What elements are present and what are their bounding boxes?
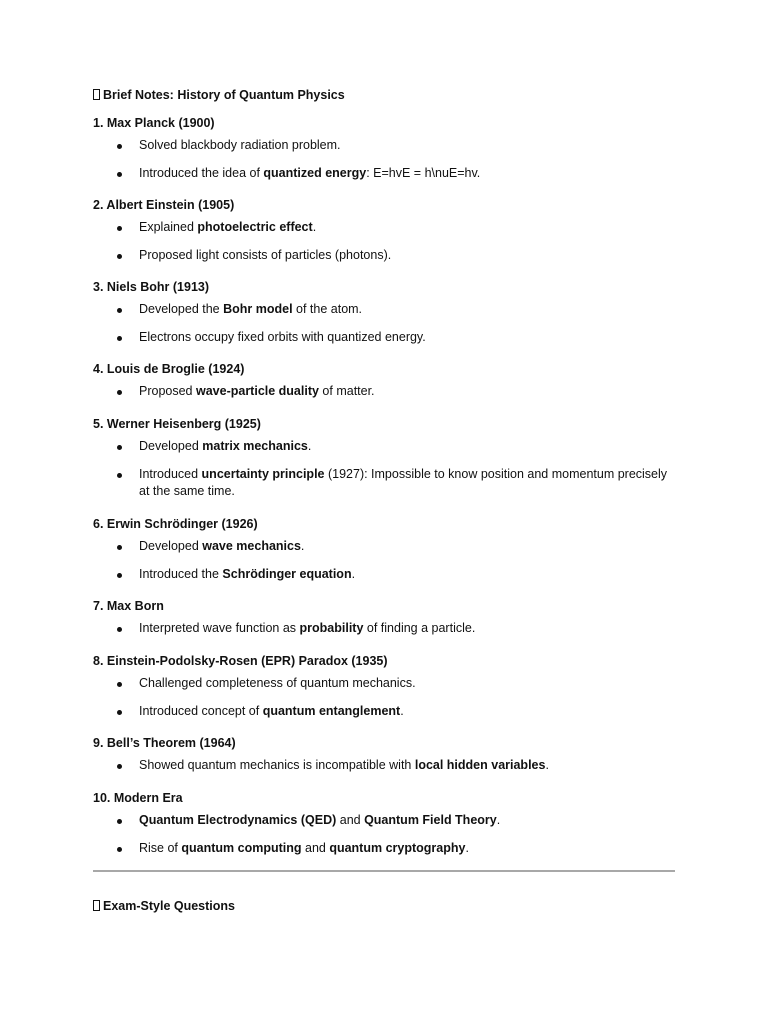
- text-run: of matter.: [318, 384, 375, 398]
- bullet-icon: [117, 144, 122, 149]
- section-7: [93, 597, 675, 635]
- section-4: [93, 360, 675, 398]
- bullet-icon: [117, 473, 122, 478]
- text-run: Rise of: [139, 840, 182, 855]
- list-item: [93, 466, 675, 501]
- bold-text: Quantum Electrodynamics (QED): [139, 813, 337, 827]
- list-item: [93, 165, 675, 183]
- text-run: Developed: [139, 539, 203, 553]
- list-item: [93, 812, 675, 830]
- list-item: [93, 675, 675, 693]
- text-run: .: [312, 220, 317, 234]
- section-8: [93, 652, 675, 718]
- bold-text: Bohr model: [223, 302, 293, 316]
- bullet-icon: [117, 172, 122, 177]
- text-run: .: [400, 703, 404, 718]
- section-title: 6. Erwin Schrödinger (1926): [93, 517, 258, 531]
- bold-text: photoelectric effect: [197, 220, 313, 234]
- list-item: [93, 538, 675, 556]
- text-run: Developed: [139, 439, 203, 453]
- bold-text: quantum computing: [181, 840, 302, 855]
- list-item: [93, 757, 675, 775]
- section-title: 7. Max Born: [93, 599, 164, 613]
- text-run: and: [336, 813, 365, 827]
- bold-text: quantized energy: [263, 165, 367, 180]
- text-run: .: [307, 439, 312, 453]
- list-item: [93, 620, 675, 638]
- exam-heading-text: Exam-Style Questions: [103, 899, 235, 913]
- bold-text: quantum cryptography: [329, 840, 466, 855]
- bullet-icon: [117, 764, 122, 769]
- bullet-icon: [117, 308, 122, 313]
- text-run: of the atom.: [292, 302, 363, 316]
- bold-text: matrix mechanics: [202, 439, 308, 453]
- text-run: Introduced the idea of: [139, 165, 264, 180]
- text-run: Developed the: [139, 302, 224, 316]
- bullet-icon: [117, 710, 122, 715]
- bullet-icon: [117, 226, 122, 231]
- bold-text: local hidden variables: [414, 758, 546, 772]
- text-run: of finding a particle.: [363, 621, 476, 635]
- text-run: Proposed: [139, 384, 196, 398]
- section-title: 10. Modern Era: [93, 791, 183, 805]
- list-item: [93, 247, 675, 265]
- text-run: Proposed light consists of particles (photons).: [139, 247, 392, 262]
- section-5: [93, 415, 675, 498]
- text-run: (1927): Impossible to know position and momentum precisely at the same time.: [139, 466, 668, 498]
- bullet-icon: [117, 445, 122, 450]
- section-6: [93, 515, 675, 581]
- bold-text: Quantum Field Theory: [364, 813, 497, 827]
- list-item: [93, 219, 675, 237]
- placeholder-box-icon: [93, 89, 100, 100]
- bullet-icon: [117, 336, 122, 341]
- section-9: [93, 734, 675, 772]
- placeholder-box-icon: [93, 900, 100, 911]
- notes-heading: [93, 86, 345, 105]
- section-3: [93, 278, 675, 344]
- bullet-icon: [117, 627, 122, 632]
- bold-text: quantum entanglement: [262, 703, 401, 718]
- section-10: [93, 789, 675, 855]
- horizontal-divider: [93, 870, 675, 872]
- section-title: 2. Albert Einstein (1905): [93, 198, 235, 212]
- list-item: [93, 703, 675, 721]
- text-run: Introduced the: [139, 566, 223, 581]
- list-item: [93, 566, 675, 584]
- bullet-icon: [117, 545, 122, 550]
- section-title: 5. Werner Heisenberg (1925): [93, 417, 261, 431]
- text-run: Introduced concept of: [139, 703, 263, 718]
- section-title: 9. Bell’s Theorem (1964): [93, 736, 236, 750]
- bullet-icon: [117, 847, 122, 852]
- bullet-icon: [117, 254, 122, 259]
- text-run: Solved blackbody radiation problem.: [139, 138, 341, 152]
- bold-text: wave-particle duality: [195, 384, 319, 398]
- bullet-icon: [117, 390, 122, 395]
- text-run: and: [301, 840, 330, 855]
- section-2: [93, 196, 675, 262]
- text-run: .: [300, 539, 305, 553]
- bullet-icon: [117, 682, 122, 687]
- section-1: [93, 114, 675, 180]
- list-item: [93, 137, 675, 155]
- section-title: 4. Louis de Broglie (1924): [93, 362, 245, 376]
- text-run: .: [465, 840, 469, 855]
- bullet-icon: [117, 819, 122, 824]
- text-run: Challenged completeness of quantum mechanics.: [139, 676, 416, 690]
- bold-text: probability: [299, 621, 364, 635]
- bold-text: wave mechanics: [202, 539, 301, 553]
- text-run: Showed quantum mechanics is incompatible with: [139, 758, 415, 772]
- text-run: .: [351, 566, 356, 581]
- text-run: Explained: [139, 220, 198, 234]
- text-run: Interpreted wave function as: [139, 621, 300, 635]
- list-item: [93, 383, 675, 401]
- text-run: .: [496, 813, 501, 827]
- text-run: : E=hvE = h\nuE=hv.: [366, 165, 481, 180]
- exam-heading: [93, 897, 235, 916]
- list-item: [93, 438, 675, 456]
- section-title: 1. Max Planck (1900): [93, 116, 215, 130]
- text-run: Electrons occupy fixed orbits with quantized energy.: [139, 329, 426, 344]
- list-item: [93, 329, 675, 347]
- section-title: 8. Einstein-Podolsky-Rosen (EPR) Paradox (1935): [93, 654, 388, 668]
- notes-title: Brief Notes: History of Quantum Physics: [103, 88, 345, 102]
- bold-text: uncertainty principle: [201, 466, 325, 481]
- text-run: .: [545, 758, 549, 772]
- bold-text: Schrödinger equation: [222, 566, 352, 581]
- text-run: Introduced: [139, 466, 202, 481]
- list-item: [93, 840, 675, 858]
- list-item: [93, 301, 675, 319]
- bullet-icon: [117, 573, 122, 578]
- section-title: 3. Niels Bohr (1913): [93, 280, 210, 294]
